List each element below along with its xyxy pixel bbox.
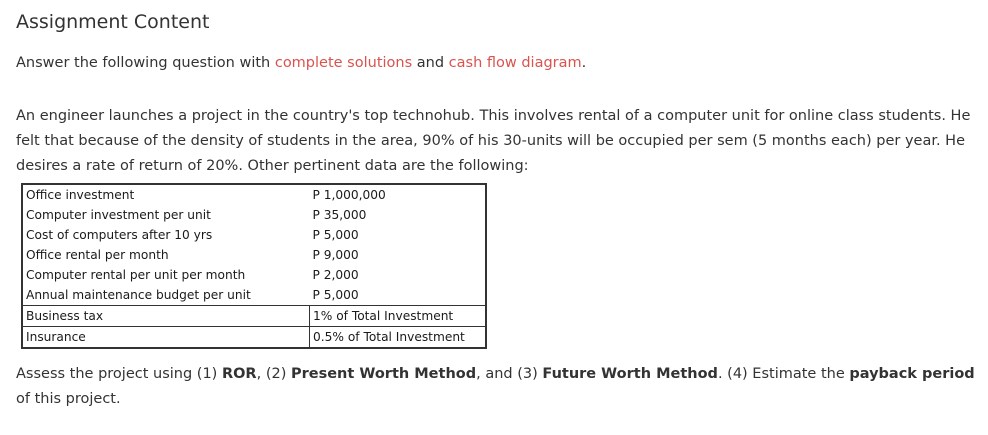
- assess-present-worth: Present Worth Method: [290, 366, 477, 382]
- row-value: P 1,000,000: [312, 188, 386, 202]
- row-value: P 35,000: [312, 208, 367, 222]
- table-row: [22, 327, 486, 349]
- row-label: Insurance: [22, 327, 310, 349]
- row-label: Computer investment per unit: [26, 208, 211, 222]
- assess-text: , and (3): [476, 366, 543, 382]
- assess-ror: ROR: [221, 366, 257, 382]
- instruction-suffix: .: [581, 55, 587, 71]
- table-row: [22, 285, 486, 306]
- table-row: [22, 265, 486, 285]
- table-row: [22, 205, 486, 225]
- instruction-text: [16, 55, 586, 71]
- table-row: [22, 184, 486, 205]
- instruction-middle: and: [412, 55, 449, 71]
- assess-future-worth: Future Worth Method: [542, 366, 718, 382]
- row-value: 1% of Total Investment: [310, 306, 487, 327]
- assessment-instructions: [16, 362, 976, 412]
- row-value: P 5,000: [312, 288, 359, 302]
- assess-text: of this project.: [16, 391, 121, 407]
- row-value: P 9,000: [312, 248, 359, 262]
- row-label: Business tax: [22, 306, 310, 327]
- problem-paragraph: An engineer launches a project in the country's top technohub. This involves rental of a computer unit for online class students. He felt that because of the density of students in the area, 90% of his 30-units will be occupied per sem (5 months each) per year. He desires a rate of return of 20%. Other pertinent data are the following:: [16, 108, 971, 174]
- assess-payback-period: payback period: [849, 366, 975, 382]
- row-label: Computer rental per unit per month: [26, 268, 246, 282]
- page-title: Assignment Content: [16, 11, 210, 33]
- highlight-complete-solutions: complete solutions: [274, 55, 413, 71]
- table-row: [22, 225, 486, 245]
- row-label: Cost of computers after 10 yrs: [26, 228, 213, 242]
- pertinent-data-table: [21, 183, 487, 349]
- row-value: 0.5% of Total Investment: [310, 327, 487, 349]
- assess-text: , (2): [256, 366, 291, 382]
- row-label: Annual maintenance budget per unit: [26, 288, 251, 302]
- instruction-prefix: Answer the following question with: [16, 55, 275, 71]
- highlight-cash-flow-diagram: cash flow diagram: [448, 55, 582, 71]
- assess-text: Assess the project using (1): [16, 366, 222, 382]
- row-value: P 5,000: [312, 228, 359, 242]
- assess-text: . (4) Estimate the: [717, 366, 850, 382]
- row-label: Office rental per month: [26, 248, 169, 262]
- row-value: P 2,000: [312, 268, 359, 282]
- table-row: [22, 306, 486, 327]
- table-row: [22, 245, 486, 265]
- row-label: Office investment: [26, 188, 135, 202]
